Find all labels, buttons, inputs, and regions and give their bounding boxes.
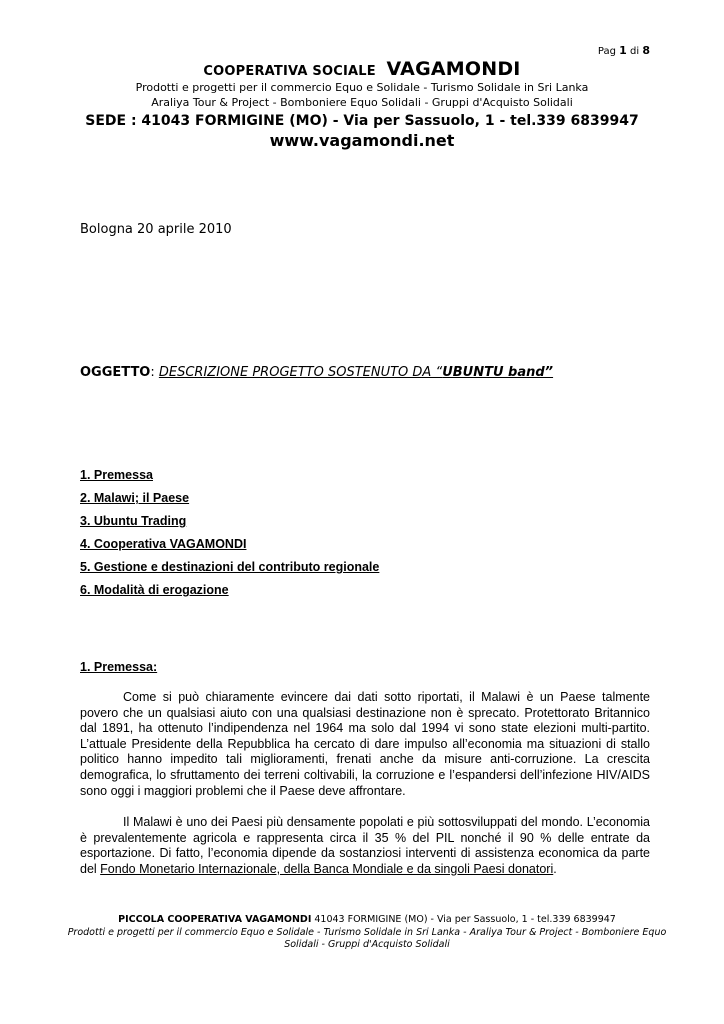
subject-description: DESCRIZIONE PROGETTO SOSTENUTO DA “ [158, 365, 443, 380]
paragraph-2-text: Il Malawi è uno dei Paesi più densamente popolati e più sottosviluppati del mondo. L’economia è prevalentemente agricola e rappresenta circa il 35 % del PIL nonché il 90 % delle entrate da esportazione. Di fatto, l’economia dipende da sostanziosi interventi di assistenza economica da parte del [80, 815, 650, 876]
subject-label: OGGETTO [80, 365, 151, 380]
toc-item: 6. Modalità di erogazione [80, 583, 229, 597]
subject-line [80, 365, 553, 380]
letterhead-title-big: VAGAMONDI [386, 58, 521, 80]
page-counter-current: 1 [619, 44, 627, 57]
subject-colon: : [150, 365, 159, 380]
page-counter [598, 44, 650, 57]
section-1-paragraph-1: Come si può chiaramente evincere dai dati sotto riportati, il Malawi è un Paese talmente povero che un qualsiasi aiuto con una qualsiasi destinazione non è sprecato. Protettorato Britannico dal 1891, ha ottenuto l’indipendenza nel 1964 ma solo dal 1994 vi sono state elezioni multi-partito. L’attuale Presidente della Repubblica ha cercato di dare impulso all’economia ma situazioni di stallo politico hanno impedito tali miglioramenti, frenati anche da misure anti-corruzione. La crescita demografica, lo sfruttamento dei terreni coltivabili, la corruzione e l’espandersi dell’infezione HIV/AIDS sono oggi i maggiori problemi che il Paese deve affrontare. [80, 690, 650, 798]
page-counter-prefix: Pag [597, 46, 616, 57]
letterhead-title-small: COOPERATIVA SOCIALE [203, 64, 376, 79]
footer-address: 41043 FORMIGINE (MO) - Via per Sassuolo, 1 - tel.339 6839947 [311, 914, 616, 925]
footer-line-2: Prodotti e progetti per il commercio Equo e Solidale - Turismo Solidale in Sri Lanka - Araliya Tour & Project - Bomboniere Equo Solidali - Gruppi d'Acquisto Solidali [67, 926, 667, 950]
toc-item: 2. Malawi; il Paese [80, 491, 190, 505]
paragraph-2-underlined: Fondo Monetario Internazionale, della Banca Mondiale e da singoli Paesi donatori [100, 861, 554, 876]
letterhead [0, 58, 724, 150]
toc-item: 3. Ubuntu Trading [80, 514, 187, 528]
toc-item: 5. Gestione e destinazioni del contributo regionale [80, 560, 380, 574]
letterhead-sede: SEDE : 41043 FORMIGINE (MO) - Via per Sassuolo, 1 - tel.339 6839947 [85, 113, 639, 129]
letterhead-line-2: Araliya Tour & Project - Bomboniere Equo Solidali - Gruppi d'Acquisto Solidali [151, 96, 573, 109]
table-of-contents [80, 467, 379, 605]
paragraph-2-end: . [553, 861, 557, 876]
toc-item: 4. Cooperativa VAGAMONDI [80, 537, 247, 551]
letter-date: Bologna 20 aprile 2010 [80, 222, 232, 237]
toc-item: 1. Premessa [80, 468, 153, 482]
section-1-title: 1. Premessa: [80, 660, 158, 674]
letterhead-title [0, 58, 724, 80]
page-counter-total: 8 [642, 44, 650, 57]
subject-band: UBUNTU band” [442, 365, 554, 380]
page-counter-sep: di [630, 46, 640, 57]
letterhead-line-1: Prodotti e progetti per il commercio Equo e Solidale - Turismo Solidale in Sri Lanka [135, 81, 589, 94]
page-footer [60, 914, 674, 952]
footer-org-name: PICCOLA COOPERATIVA VAGAMONDI [118, 914, 312, 925]
section-1-paragraph-2 [80, 815, 650, 877]
footer-line-1 [60, 914, 674, 927]
letterhead-website: www.vagamondi.net [269, 131, 455, 150]
